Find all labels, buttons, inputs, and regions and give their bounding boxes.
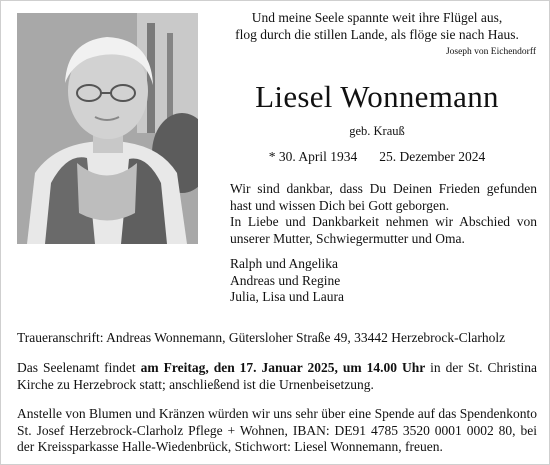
donation-line: Anstelle von Blumen und Kränzen würden wir uns sehr über eine Spende auf das Spendenkonto (17, 406, 537, 421)
service-datetime: am Freitag, den 17. Januar 2025, um 14.00 Uhr (140, 360, 426, 375)
message-line: unserer Mutter, Schwiegermutter und Oma. (230, 230, 465, 246)
poem-line: flog durch die stillen Lande, als flöge sie nach Haus. (235, 27, 519, 42)
life-dates (217, 149, 537, 165)
service-line: Kirche zu Herzebrock statt; anschließend ist die Urnenbeisetzung. (17, 376, 374, 392)
deceased-name: Liesel Wonnemann (255, 79, 499, 114)
service-pre: Das Seelenamt findet (17, 360, 141, 375)
donation-line: St. Josef Herzebrock-Clarholz Pflege + Wohnen, IBAN: DE91 4785 3520 0001 0002 80, bei (17, 422, 537, 438)
portrait-photo (17, 13, 198, 244)
survivor-item: Andreas und Regine (230, 272, 341, 288)
service-line (17, 360, 537, 377)
message-line: In Liebe und Dankbarkeit nehmen wir Abschied von (230, 214, 537, 229)
survivors-list (230, 256, 344, 306)
poem-quote (217, 9, 537, 43)
donation-line: der Kreissparkasse Halle-Wiedenbrück, Stichwort: Liesel Wonnemann, freuen. (17, 439, 443, 454)
birth-date: * 30. April 1934 (268, 149, 358, 164)
death-date: 25. Dezember 2024 (379, 149, 486, 164)
poem-author: Joseph von Eichendorff (445, 47, 536, 57)
farewell-message (230, 181, 537, 247)
service-info (17, 360, 537, 393)
message-line: hast und wissen Dich bei Gott geborgen. (230, 197, 450, 213)
survivor-item: Julia, Lisa und Laura (230, 289, 344, 304)
birth-name: geb. Krauß (349, 124, 405, 138)
message-line: Wir sind dankbar, dass Du Deinen Frieden gefunden (230, 181, 537, 196)
portrait-illustration (17, 13, 198, 244)
mourning-address: Traueranschrift: Andreas Wonnemann, Gütersloher Straße 49, 33442 Herzebrock-Clarholz (17, 330, 506, 345)
service-post: in der St. Christina (425, 360, 537, 375)
poem-line: Und meine Seele spannte weit ihre Flügel aus, (251, 10, 503, 25)
survivor-item: Ralph und Angelika (230, 256, 338, 271)
donation-info (17, 406, 537, 456)
